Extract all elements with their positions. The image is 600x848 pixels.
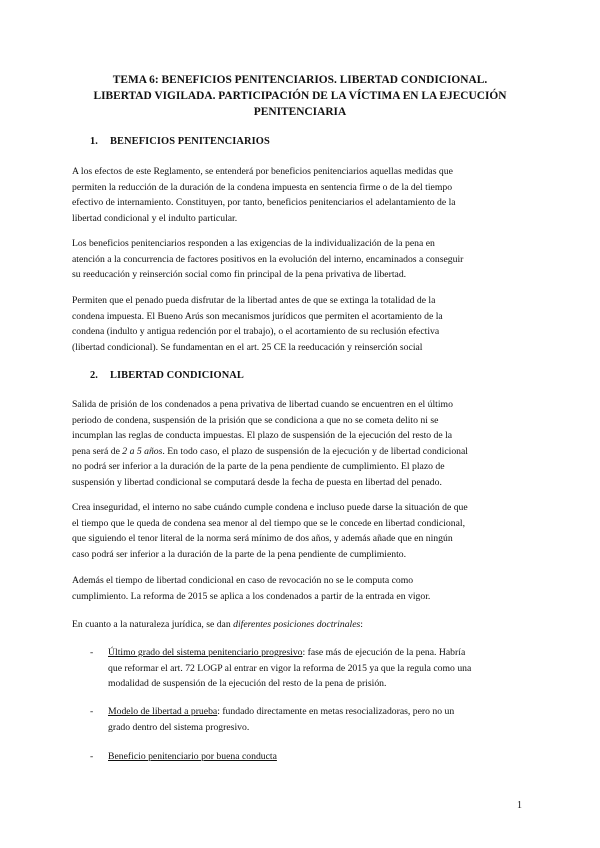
text-line: condena (indulto y antigua redención por el trabajo), o el acortamiento de su reclusión efectiva xyxy=(72,326,440,338)
text-run: pena será de xyxy=(72,445,123,457)
text-line: A los efectos de este Reglamento, se entenderá por beneficios penitenciarios aquellas medidas que xyxy=(72,166,453,177)
bullet-dash: - xyxy=(90,706,94,717)
text-line: suspensión y libertad condicional se computará desde la fecha de puesta en libertad del penado. xyxy=(72,476,442,488)
text-line: su reeducación y reinserción social como fin principal de la pena privativa de libertad. xyxy=(72,269,407,281)
text-line: Permiten que el penado pueda disfrutar de la libertad antes de que se extinga la totalidad de la xyxy=(72,295,436,306)
text-line: condena impuesta. El Bueno Arús son mecanismos jurídicos que permiten el acortamiento de la xyxy=(72,310,443,322)
bullet-dash: - xyxy=(90,647,94,658)
text-line: que reformar el art. 72 LOGP al entrar en vigor la reforma de 2015 ya que la regula como una xyxy=(108,662,472,674)
text-run: : fundado directamente en metas resocializadoras, pero no un xyxy=(217,706,455,717)
paragraph xyxy=(72,500,517,562)
text-line: el tiempo que le queda de condena sea menor al del tiempo que se le concede en libertad condicional, xyxy=(72,517,465,529)
section-number: 2. xyxy=(90,370,98,381)
text-line: Los beneficios penitenciarios responden a las exigencias de la individualización de la pena en xyxy=(72,238,435,249)
text-run: : xyxy=(360,619,363,630)
paragraph xyxy=(72,397,517,491)
text-line: (libertad condicional). Se fundamentan en el art. 25 CE la reeducación y reinserción social xyxy=(72,341,423,353)
text-line: que siguiendo el tenor literal de la norma será mínimo de dos años, y además añade que en ningún xyxy=(72,533,453,545)
title-line: LIBERTAD VIGILADA. PARTICIPACIÓN DE LA VÍCTIMA EN LA EJECUCIÓN xyxy=(93,90,507,102)
text-line xyxy=(108,749,518,765)
text-line: modalidad de suspensión de la ejecución del resto de la pena de prisión. xyxy=(108,678,387,690)
italic-text: diferentes posiciones doctrinales xyxy=(233,619,361,630)
paragraph xyxy=(72,164,517,226)
paragraph xyxy=(72,617,517,633)
text-line: permiten la reducción de la duración de la condena impuesta en sentencia firme o de la del tiempo xyxy=(72,181,453,193)
page-number: 1 xyxy=(517,800,522,811)
text-line: libertad condicional y el indulto particular. xyxy=(72,212,238,224)
text-line: no podrá ser inferior a la duración de la parte de la pena pendiente de cumplimiento. El plazo de xyxy=(72,461,445,473)
text-line xyxy=(72,444,517,460)
text-line: Crea inseguridad, el interno no sabe cuándo cumple condena e incluso puede darse la situación de que xyxy=(72,502,468,513)
text-line: Salida de prisión de los condenados a pena privativa de libertad cuando se encuentren en el último xyxy=(72,399,453,410)
text-line: Además el tiempo de libertad condicional en caso de revocación no se le computa como xyxy=(72,575,414,586)
italic-text: 2 a 5 años xyxy=(122,445,163,457)
underlined-term: Último grado del sistema penitenciario progresivo xyxy=(108,647,303,658)
text-line xyxy=(108,704,518,720)
text-line: incumplan las reglas de conducta impuestas. El plazo de suspensión de la ejecución del resto de la xyxy=(72,430,453,442)
text-line: atención a la concurrencia de factores positivos en la evolución del interno, encaminados a conseguir xyxy=(72,253,464,265)
underlined-term: Beneficio penitenciario por buena conducta xyxy=(108,751,277,762)
title-line: TEMA 6: BENEFICIOS PENITENCIARIOS. LIBERTAD CONDICIONAL. xyxy=(112,74,488,86)
paragraph xyxy=(72,573,517,604)
text-run: : fase más de ejecución de la pena. Habría xyxy=(302,647,466,658)
text-line: periodo de condena, suspensión de la prisión que se condiciona a que no se cometa delito ni se xyxy=(72,414,439,426)
title-line: PENITENCIARIA xyxy=(253,106,347,118)
paragraph xyxy=(72,236,517,283)
paragraph xyxy=(72,293,517,355)
text-run: En cuanto a la naturaleza jurídica, se dan xyxy=(72,619,234,630)
bullet-dash: - xyxy=(90,751,94,762)
section-title: BENEFICIOS PENITENCIARIOS xyxy=(110,136,270,147)
text-run: . En todo caso, el plazo de suspensión de la ejecución y de libertad condicional xyxy=(162,445,469,457)
text-line: grado dentro del sistema progresivo. xyxy=(108,721,250,733)
text-line: caso podrá ser inferior a la duración de la parte de la pena pendiente de cumplimiento. xyxy=(72,548,407,560)
text-line: efectivo de internamiento. Constituyen, por tanto, beneficios penitenciarios el adelantamiento de la xyxy=(72,197,456,209)
section-title: LIBERTAD CONDICIONAL xyxy=(110,370,244,381)
underlined-term: Modelo de libertad a prueba xyxy=(108,706,218,717)
section-number: 1. xyxy=(90,136,98,147)
page-title xyxy=(60,72,540,120)
text-line xyxy=(72,617,517,633)
text-line: cumplimiento. La reforma de 2015 se aplica a los condenados a partir de la entrada en vigor. xyxy=(72,590,431,602)
text-line xyxy=(108,645,518,661)
